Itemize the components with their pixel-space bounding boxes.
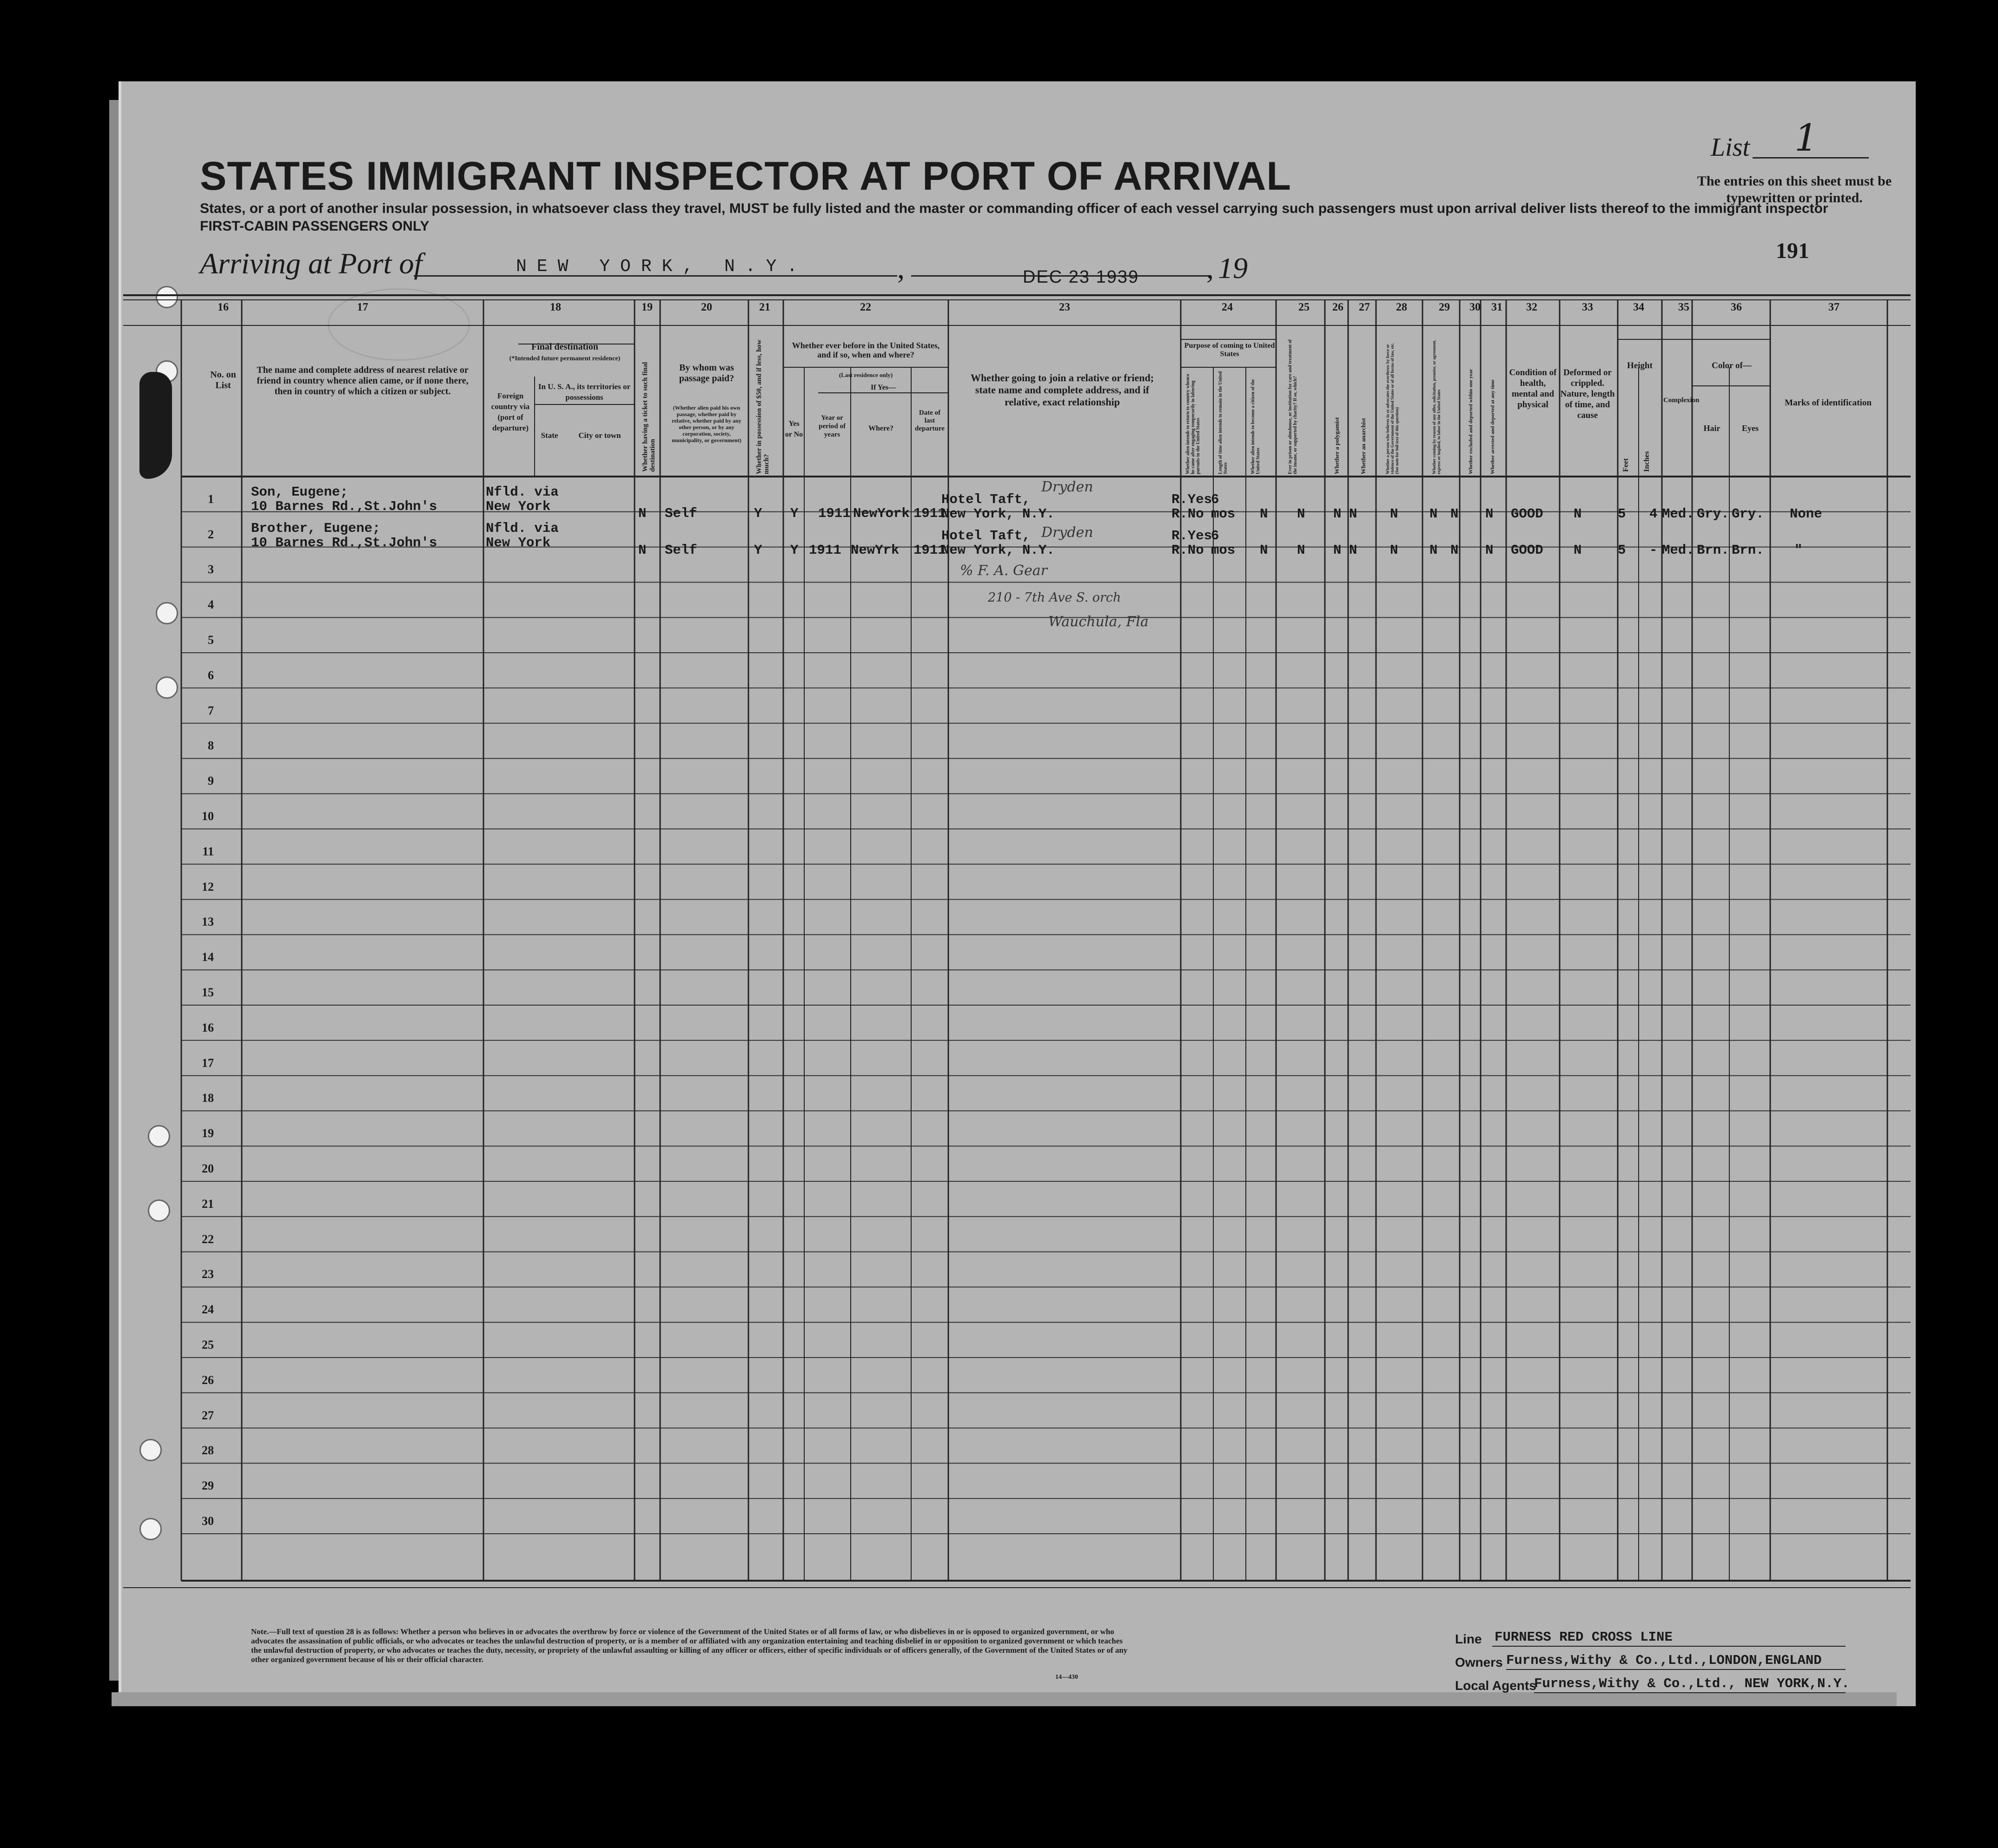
column-number: 19	[642, 301, 653, 313]
row-number: 8	[208, 739, 214, 753]
line-value: FURNESS RED CROSS LINE	[1495, 1629, 1673, 1645]
line-label: Line	[1455, 1632, 1482, 1646]
row1-overthrow: N	[1390, 506, 1398, 522]
row2-ticket: N	[638, 543, 647, 558]
header-col24: Purpose of coming to United States	[1184, 342, 1275, 358]
row-number: 27	[202, 1408, 214, 1422]
row1-hair: Gry.	[1697, 506, 1729, 522]
column-number: 28	[1396, 301, 1407, 313]
row-number: 19	[202, 1126, 214, 1140]
row1-polygamist: N	[1297, 506, 1305, 522]
class-note: FIRST-CABIN PASSENGERS ONLY	[200, 219, 430, 234]
row1-labor: N	[1429, 506, 1438, 522]
handwritten-address-line2: 210 - 7th Ave S. orch	[988, 590, 1121, 605]
local-agents-underline	[1534, 1692, 1846, 1693]
row-number: 3	[208, 563, 214, 576]
row-number: 1	[208, 492, 214, 506]
row2-prison: N	[1260, 543, 1268, 558]
row2-relative-address: 10 Barnes Rd.,St.John's	[251, 535, 437, 550]
row1-joining-handwritten: Dryden	[1041, 479, 1093, 495]
row2-purpose-b2: mos	[1211, 543, 1236, 558]
header-col18: Final destination	[531, 342, 598, 352]
column-number: 22	[860, 301, 871, 313]
header-col31: Whether arrested and deported at any time	[1490, 379, 1495, 474]
row-number: 16	[202, 1020, 214, 1034]
row1-foreign-port: New York	[486, 499, 551, 514]
header-col20: By whom was passage paid?	[679, 363, 734, 384]
row-number: 12	[202, 880, 214, 894]
header-col22-yesno: Yes or No	[785, 420, 803, 438]
row-number: 14	[202, 950, 214, 964]
header-col34: Height	[1627, 361, 1653, 371]
row-number: 13	[202, 915, 214, 929]
row1-anarchist-b: N	[1349, 506, 1357, 522]
row-number: 15	[202, 986, 214, 999]
row1-purpose-a2: R.No	[1171, 506, 1204, 522]
column-number: 32	[1526, 301, 1537, 313]
header-col22-date: Date of last departure	[915, 409, 945, 432]
header-col30: Whether excluded and deported within one year	[1468, 369, 1474, 474]
row2-foreign: Nfld. via	[486, 521, 559, 536]
column-number: 24	[1222, 301, 1233, 313]
header-col24c: Whether alien intends to become a citizen of the United States	[1250, 379, 1261, 474]
column-number: 30	[1469, 301, 1481, 313]
row1-relative-address: 10 Barnes Rd.,St.John's	[251, 499, 437, 514]
handwritten-address-line3: Wauchula, Fla	[1048, 614, 1149, 630]
row1-anarchist-a: N	[1333, 506, 1342, 522]
row1-feet: 5	[1618, 506, 1626, 522]
row-number: 24	[202, 1303, 214, 1317]
row2-excluded: N	[1450, 543, 1459, 558]
row-number: 22	[202, 1232, 214, 1246]
row-number: 28	[202, 1444, 214, 1457]
date-stamp: DEC 23 1939	[1023, 267, 1139, 287]
column-number: 25	[1298, 301, 1310, 313]
header-col21: Whether in possession of $50, and if less, how much?	[755, 339, 770, 474]
header-col22-year: Year or period of years	[819, 414, 846, 438]
column-number: 26	[1332, 301, 1343, 313]
row-number: 6	[208, 668, 214, 682]
column-number: 16	[218, 301, 229, 313]
column-number: 29	[1439, 301, 1450, 313]
row-number: 9	[208, 774, 214, 788]
header-col22-ifyes: If Yes—	[870, 384, 896, 391]
row-number: 17	[202, 1056, 214, 1070]
row2-paid-by: Self	[665, 543, 697, 558]
row2-purpose-a: R.Yes	[1171, 528, 1212, 543]
row-number: 26	[202, 1373, 214, 1387]
row2-departure: 1911	[913, 543, 946, 558]
page-title: STATES IMMIGRANT INSPECTOR AT PORT OF ARRIVAL	[200, 154, 1291, 199]
header-col18-note: (*Intended future permanent residence)	[509, 355, 621, 362]
form-code: 14—430	[1055, 1674, 1078, 1681]
column-number: 31	[1491, 301, 1502, 313]
row1-health: GOOD	[1511, 506, 1543, 522]
row1-joining: Hotel Taft,	[941, 492, 1031, 507]
row-number: 5	[208, 633, 214, 647]
row2-where: NewYrk	[851, 543, 900, 558]
row1-paid-by: Self	[665, 506, 697, 521]
header-col29: Whether coming by reason of any offer, solicitation, promise, or agreement, express or implied, to labor in the United States	[1432, 340, 1441, 474]
row-number: 4	[208, 598, 214, 612]
header-col22-note: (Last residence only)	[839, 371, 893, 378]
row2-money: Y	[754, 543, 762, 558]
row-number: 20	[202, 1162, 214, 1175]
column-number: 21	[759, 301, 770, 313]
owners-label: Owners	[1455, 1655, 1503, 1669]
local-agents-value: Furness,Withy & Co.,Ltd., NEW YORK,N.Y.	[1534, 1676, 1850, 1691]
row2-hair: Brn.	[1697, 543, 1729, 558]
header-col35: Complexion	[1663, 397, 1700, 404]
entries-note: The entries on this sheet must be typewritten or printed.	[1697, 173, 1892, 205]
row-number: 7	[208, 703, 214, 717]
arriving-label: Arriving at Port of	[200, 247, 423, 280]
comma: ,	[897, 252, 905, 285]
header-col28: Whether a person who believes in or advocates the overthrow by force or violence of the Government of the United States or of all forms of law, etc. (See note for full text of this question)	[1385, 343, 1399, 474]
row-number: 2	[208, 527, 214, 541]
header-col32: Condition of health, mental and physical	[1509, 368, 1557, 410]
row1-eyes: Gry.	[1732, 506, 1764, 522]
column-number: 34	[1633, 301, 1644, 313]
owners-underline	[1506, 1669, 1846, 1670]
row2-polygamist: N	[1297, 543, 1305, 558]
header-col17: The name and complete address of nearest relative or friend in country whence alien came, or if none there, then in country of which a citizen or subject.	[257, 365, 469, 397]
header-col33: Deformed or crippled. Nature, length of time, and cause	[1560, 368, 1615, 420]
row2-anarchist-a: N	[1333, 543, 1342, 558]
row2-deported: N	[1485, 543, 1494, 558]
header-col20-note: (Whether alien paid his own passage, whether paid by relative, whether paid by any other person, or by any corporation, society, municipality, or government)	[672, 404, 741, 444]
row1-marks: None	[1790, 506, 1822, 522]
row1-prison: N	[1260, 506, 1268, 522]
row1-relative: Son, Eugene;	[251, 484, 348, 500]
row2-overthrow: N	[1390, 543, 1398, 558]
column-number: 27	[1359, 301, 1370, 313]
row2-relative: Brother, Eugene;	[251, 521, 381, 536]
row1-year: 1911	[818, 506, 851, 521]
row2-complexion: Med.	[1662, 543, 1694, 558]
row1-foreign: Nfld. via	[486, 484, 559, 500]
row2-marks: "	[1794, 543, 1803, 558]
column-number: 18	[550, 301, 561, 313]
row1-before: Y	[790, 506, 799, 521]
row1-purpose-a: R.Yes	[1171, 492, 1212, 507]
row1-deported: N	[1485, 506, 1494, 522]
header-col36-hair: Hair	[1703, 424, 1720, 433]
header-col36-eyes: Eyes	[1742, 424, 1759, 433]
column-number: 23	[1059, 301, 1070, 313]
page-subtitle: States, or a port of another insular possession, in whatsoever class they travel, MUST be fully listed and the master or commanding officer of each vessel carrying such passengers must upon arrival deliver lists thereof to the immigrant inspector	[200, 201, 1828, 216]
page-number: 191	[1776, 238, 1809, 263]
row-number: 21	[202, 1197, 214, 1211]
comma: ,	[1206, 252, 1214, 285]
column-number: 20	[701, 301, 712, 313]
header-col18-foreign: Foreign country via (port of departure)	[491, 391, 530, 432]
header-col22: Whether ever before in the United States, and if so, when and where?	[792, 341, 940, 359]
header-col18-state: State	[541, 431, 558, 440]
row1-purpose-b2: mos	[1211, 506, 1236, 522]
row2-purpose-a2: R.No	[1171, 543, 1204, 558]
row2-anarchist-b: N	[1349, 543, 1357, 558]
question-28-note: Note.—Full text of question 28 is as follows: Whether a person who believes in or advocates the overthrow by force or violence of the Government of the United States or of all forms of law, or who disbelieves in or is opposed to organized government, or who advocates the assassination of public officials, or who advocates or teaches the unlawful destruction of property, or is a member of or affiliated with any organization entertaining and teaching disbelief in or opposition to organized government or which teaches the unlawful destruction of property, or who advocates or teaches the duty, necessity, or propriety of the unlawful assaulting or killing of any officer or officers, either of specific individuals or of officers generally, of the Government of the United States or of any other organized government because of his or their official character.	[251, 1627, 1128, 1664]
column-number: 35	[1678, 301, 1689, 313]
column-number: 17	[357, 301, 368, 313]
row2-year: 1911	[809, 543, 841, 558]
row-number: 25	[202, 1338, 214, 1351]
header-col24a: Whether alien intends to return to country whence he came after engaging temporarily in laboring pursuits in the United States	[1185, 373, 1201, 474]
row2-deformed: N	[1574, 543, 1582, 558]
row1-deformed: N	[1574, 506, 1582, 522]
header-col34-feet: Feet	[1622, 458, 1630, 472]
handwritten-address-line1: % F. A. Gear	[960, 563, 1047, 579]
row-number: 18	[202, 1091, 214, 1105]
row1-joining-city: New York, N.Y.	[941, 506, 1055, 522]
row-number: 11	[202, 844, 214, 858]
row2-eyes: Brn.	[1732, 543, 1764, 558]
header-col18-usa: In U. S. A., its territories or possessions	[538, 382, 631, 402]
row1-inches: 4	[1649, 506, 1658, 522]
header-col23: Whether going to join a relative or friend; state name and complete address, and if relative, exact relationship	[970, 372, 1154, 408]
owners-value: Furness,Withy & Co.,Ltd.,LONDON,ENGLAND	[1506, 1653, 1822, 1668]
year-label: 19	[1218, 252, 1248, 285]
row1-excluded: N	[1450, 506, 1459, 522]
port-value: NEW YORK, N.Y.	[516, 257, 808, 277]
row1-money: Y	[754, 506, 762, 521]
header-col34-inches: Inches	[1643, 451, 1651, 472]
header-col18-city: City or town	[578, 431, 621, 440]
row-number: 23	[202, 1267, 214, 1281]
list-label: List	[1711, 133, 1750, 162]
local-agents-label: Local Agents	[1455, 1678, 1536, 1693]
row2-purpose-b: 6	[1211, 528, 1219, 543]
row-number: 10	[202, 809, 214, 823]
header-col25: Ever in prison or almshouse, or institution for care and treatment of the insane, or supported by charity? If so, which?	[1288, 339, 1298, 474]
row2-joining-city: New York, N.Y.	[941, 543, 1055, 558]
row2-foreign-port: New York	[486, 535, 551, 550]
row2-before: Y	[790, 543, 799, 558]
row1-ticket: N	[638, 506, 647, 521]
row1-purpose-b: 6	[1211, 492, 1219, 507]
row2-joining: Hotel Taft,	[941, 528, 1031, 543]
header-col24b: Length of time alien intends to remain in the United States	[1218, 371, 1228, 474]
header-col37: Marks of identification	[1785, 398, 1872, 408]
column-number: 37	[1828, 301, 1839, 313]
header-no-on-list: No. on List	[210, 370, 236, 391]
header-col22-where: Where?	[868, 424, 893, 432]
row-number: 30	[202, 1514, 214, 1528]
row1-departure: 1911	[913, 506, 946, 521]
row2-labor: N	[1429, 543, 1438, 558]
row1-where: NewYork	[853, 506, 910, 521]
list-number: 1	[1794, 116, 1818, 159]
column-number: 36	[1731, 301, 1742, 313]
line-underline	[1492, 1646, 1846, 1647]
header-col36: Color of—	[1712, 361, 1752, 371]
header-col26: Whether a polygamist	[1333, 417, 1340, 474]
header-col19: Whether having a ticket to such final destination	[642, 362, 656, 472]
row2-joining-handwritten: Dryden	[1041, 524, 1093, 541]
header-col27: Whether an anarchist	[1360, 418, 1367, 474]
row2-health: GOOD	[1511, 543, 1543, 558]
row2-feet: 5	[1618, 543, 1626, 558]
column-number: 33	[1582, 301, 1593, 313]
row-number: 29	[202, 1479, 214, 1493]
row2-inches: -	[1649, 543, 1658, 558]
row1-complexion: Med.	[1662, 506, 1694, 522]
